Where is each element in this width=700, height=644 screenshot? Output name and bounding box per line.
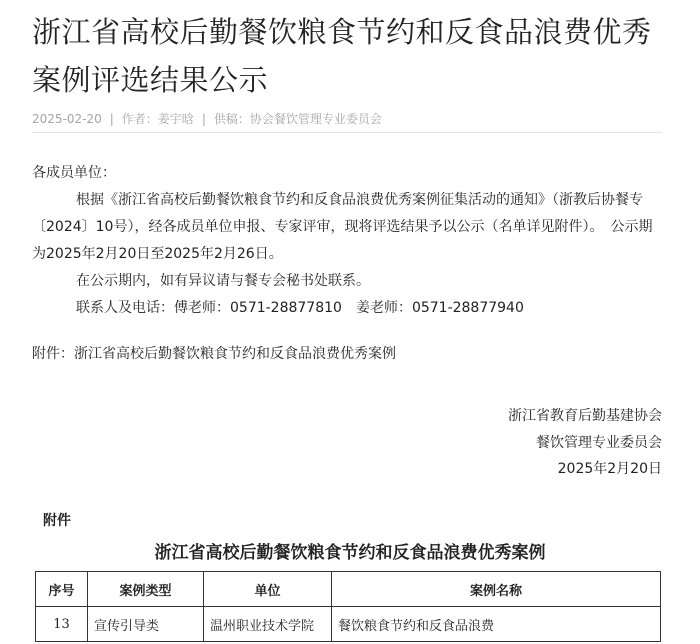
source: 供稿：协会餐饮管理专业委员会 bbox=[213, 112, 382, 126]
table-header-row bbox=[36, 572, 661, 607]
notice-paragraph: 在公示期内，如有异议请与餐专会秘书处联系。 bbox=[76, 273, 370, 289]
article-meta bbox=[32, 110, 382, 127]
table-cell: 温州职业技术学院 bbox=[204, 607, 332, 642]
attachment-label: 附件 bbox=[43, 513, 71, 529]
attachment-title: 浙江省高校后勤餐饮粮食节约和反食品浪费优秀案例 bbox=[154, 543, 546, 563]
title-divider bbox=[32, 132, 662, 133]
signature-org: 餐饮管理专业委员会 bbox=[536, 434, 662, 451]
signature-date: 2025年2月20日 bbox=[557, 461, 662, 477]
table-row bbox=[36, 607, 661, 642]
contact-line: 联系人及电话：傅老师：0571-28877810 姜老师：0571-28877940 bbox=[76, 300, 524, 316]
column-header: 序号 bbox=[36, 572, 88, 607]
signature-block bbox=[508, 403, 662, 483]
meta-separator: | bbox=[109, 112, 114, 126]
notice-body bbox=[32, 160, 664, 368]
table-cell: 餐饮粮食节约和反食品浪费 bbox=[332, 607, 661, 642]
notice-paragraph: 根据《浙江省高校后勤餐饮粮食节约和反食品浪费优秀案例征集活动的通知》（浙教后协餐专〔2024〕10号），经各成员单位申报、专家评审，现将评选结果予以公示（名单详见附件）。 公示期为2025年2月20日至2025年2月26日。 bbox=[32, 192, 653, 262]
column-header: 案例类型 bbox=[88, 572, 204, 607]
signature-org: 浙江省教育后勤基建协会 bbox=[508, 408, 662, 424]
author: 作者：姜宇晗 bbox=[121, 112, 194, 126]
cases-table bbox=[35, 571, 661, 642]
column-header: 案例名称 bbox=[332, 572, 661, 607]
meta-separator: | bbox=[201, 112, 206, 126]
article-title: 浙江省高校后勤餐饮粮食节约和反食品浪费优秀案例评选结果公示 bbox=[32, 15, 652, 97]
publish-date: 2025-02-20 bbox=[32, 112, 102, 126]
table-cell: 13 bbox=[36, 607, 88, 642]
column-header: 单位 bbox=[204, 572, 332, 607]
table-cell: 宣传引导类 bbox=[88, 607, 204, 642]
attachment-link[interactable]: 附件：浙江省高校后勤餐饮粮食节约和反食品浪费优秀案例 bbox=[32, 346, 396, 362]
salutation: 各成员单位： bbox=[32, 165, 116, 181]
